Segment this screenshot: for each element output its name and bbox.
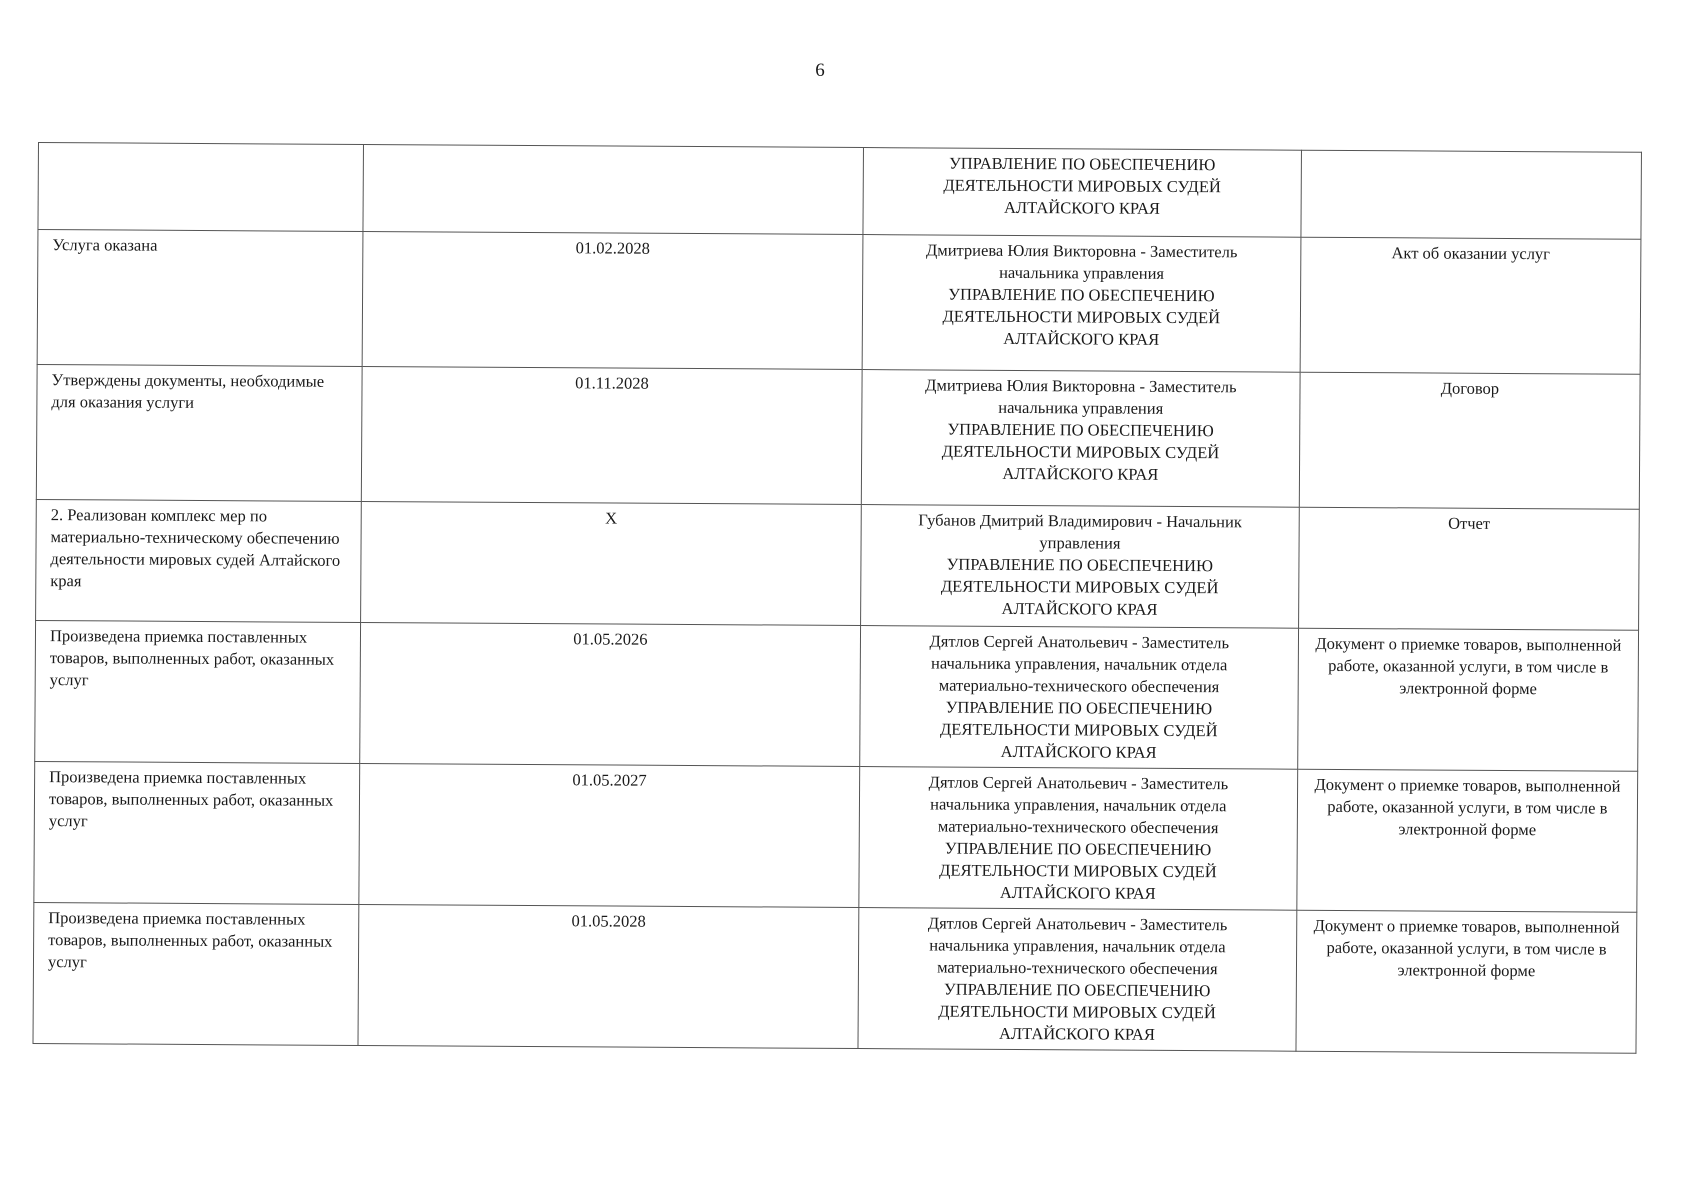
document-cell: Документ о приемке товаров, выполненной работе, оказанной услуги, в том числе в электронной форме	[1297, 769, 1638, 912]
responsible-line: ДЕЯТЕЛЬНОСТИ МИРОВЫХ СУДЕЙ	[938, 1001, 1216, 1023]
responsible-line: Дмитриева Юлия Викторовна - Заместитель	[925, 375, 1237, 397]
event-cell: Произведена приемка поставленных товаров, выполненных работ, оказанных услуг	[34, 761, 360, 904]
responsible-line: начальника управления	[999, 262, 1165, 283]
document-cell: Документ о приемке товаров, выполненной работе, оказанной услуги, в том числе в электронной форме	[1296, 910, 1637, 1053]
event-cell: Утверждены документы, необходимые для оказания услуги	[36, 364, 362, 501]
responsible-line: УПРАВЛЕНИЕ ПО ОБЕСПЕЧЕНИЮ	[944, 979, 1211, 1001]
date-cell: X	[360, 501, 861, 625]
responsible-cell	[863, 148, 1301, 238]
event-cell: Услуга оказана	[37, 230, 363, 367]
document-cell: Отчет	[1298, 507, 1639, 630]
responsible-line: УПРАВЛЕНИЕ ПО ОБЕСПЕЧЕНИЮ	[949, 153, 1216, 175]
responsible-line: УПРАВЛЕНИЕ ПО ОБЕСПЕЧЕНИЮ	[946, 554, 1213, 576]
responsible-cell	[859, 767, 1298, 911]
date-cell: 01.05.2028	[358, 904, 859, 1048]
responsible-line: АЛТАЙСКОГО КРАЯ	[1001, 598, 1158, 619]
event-cell	[38, 143, 363, 232]
table-row	[37, 230, 1641, 375]
responsible-line: начальника управления, начальник отдела	[929, 935, 1226, 957]
date-cell: 01.05.2026	[360, 622, 861, 766]
responsible-line: АЛТАЙСКОГО КРАЯ	[999, 882, 1156, 903]
responsible-line: УПРАВЛЕНИЕ ПО ОБЕСПЕЧЕНИЮ	[945, 697, 1213, 719]
responsible-line: ДЕЯТЕЛЬНОСТИ МИРОВЫХ СУДЕЙ	[942, 306, 1221, 328]
responsible-line: Дятлов Сергей Анатольевич - Заместитель	[929, 631, 1230, 653]
responsible-line: УПРАВЛЕНИЕ ПО ОБЕСПЕЧЕНИЮ	[948, 284, 1215, 306]
responsible-line: ДЕЯТЕЛЬНОСТИ МИРОВЫХ СУДЕЙ	[943, 175, 1221, 197]
table-row	[34, 761, 1638, 912]
date-cell: 01.05.2027	[359, 763, 860, 907]
responsible-cell	[862, 235, 1301, 373]
responsible-line: Дятлов Сергей Анатольевич - Заместитель	[927, 913, 1228, 935]
responsible-line: АЛТАЙСКОГО КРАЯ	[998, 1023, 1155, 1044]
responsible-line: материально-технического обеспечения	[938, 675, 1220, 697]
responsible-line: Губанов Дмитрий Владимирович - Начальник	[918, 510, 1242, 532]
document-cell: Акт об оказании услуг	[1300, 237, 1641, 374]
responsible-line: ДЕЯТЕЛЬНОСТИ МИРОВЫХ СУДЕЙ	[939, 719, 1218, 741]
table-row	[33, 902, 1637, 1053]
responsible-line: УПРАВЛЕНИЕ ПО ОБЕСПЕЧЕНИЮ	[947, 419, 1214, 441]
responsible-line: материально-технического обеспечения	[937, 957, 1218, 979]
table-row	[38, 143, 1642, 240]
responsible-line: ДЕЯТЕЛЬНОСТИ МИРОВЫХ СУДЕЙ	[939, 860, 1217, 882]
responsible-line: АЛТАЙСКОГО КРАЯ	[1003, 197, 1160, 218]
responsible-line: Дмитриева Юлия Викторовна - Заместитель	[925, 240, 1238, 262]
document-cell: Документ о приемке товаров, выполненной работе, оказанной услуги, в том числе в электронной форме	[1298, 628, 1639, 771]
date-cell: 01.11.2028	[361, 366, 862, 504]
responsible-cell	[860, 505, 1299, 629]
responsible-cell	[860, 626, 1299, 770]
event-cell: Произведена приемка поставленных товаров, выполненных работ, оказанных услуг	[33, 902, 359, 1045]
responsible-line: материально-технического обеспечения	[937, 816, 1219, 838]
date-cell: 01.02.2028	[362, 231, 863, 369]
table-row	[35, 620, 1639, 771]
date-cell	[363, 144, 864, 234]
responsible-cell	[858, 908, 1297, 1052]
responsible-line: управления	[1039, 533, 1121, 553]
responsible-line: начальника управления	[998, 397, 1164, 418]
responsible-line: Дятлов Сергей Анатольевич - Заместитель	[928, 772, 1229, 794]
document-cell	[1301, 150, 1642, 239]
responsible-line: начальника управления, начальник отдела	[930, 653, 1228, 675]
responsible-line: ДЕЯТЕЛЬНОСТИ МИРОВЫХ СУДЕЙ	[940, 576, 1219, 598]
document-cell: Договор	[1299, 372, 1640, 509]
table-row	[36, 499, 1640, 630]
responsible-line: ДЕЯТЕЛЬНОСТИ МИРОВЫХ СУДЕЙ	[941, 441, 1220, 463]
responsible-cell	[861, 370, 1300, 508]
event-cell: 2. Реализован комплекс мер по материально-техническому обеспечению деятельности мировых судей Алтайского края	[36, 499, 362, 622]
page-number: 6	[815, 60, 825, 81]
responsible-line: АЛТАЙСКОГО КРАЯ	[1002, 463, 1159, 484]
event-cell: Произведена приемка поставленных товаров, выполненных работ, оказанных услуг	[35, 620, 361, 763]
table-row	[36, 364, 1640, 509]
plan-table	[32, 142, 1641, 1054]
responsible-line: АЛТАЙСКОГО КРАЯ	[1000, 741, 1157, 762]
responsible-line: АЛТАЙСКОГО КРАЯ	[1003, 328, 1160, 349]
responsible-line: УПРАВЛЕНИЕ ПО ОБЕСПЕЧЕНИЮ	[944, 838, 1212, 860]
responsible-line: начальника управления, начальник отдела	[930, 794, 1227, 816]
